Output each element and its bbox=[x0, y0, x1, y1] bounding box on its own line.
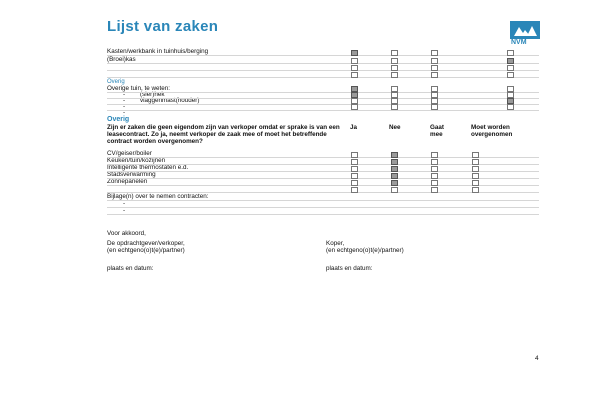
checkbox-gaat-mee[interactable] bbox=[431, 187, 438, 193]
row-divider bbox=[107, 110, 539, 111]
checkbox-overgenomen[interactable] bbox=[472, 152, 479, 158]
tuin-dash: - bbox=[123, 109, 126, 116]
checkbox-overgenomen[interactable] bbox=[472, 159, 479, 165]
sign-left-title: De opdrachtgever/verkoper, bbox=[107, 240, 185, 247]
page-number: 4 bbox=[535, 355, 539, 362]
row-label: (Broei)kas bbox=[107, 56, 136, 63]
checkbox-nee[interactable] bbox=[391, 72, 398, 78]
checkbox-ja[interactable] bbox=[351, 104, 358, 110]
bijlage-dash: - bbox=[123, 200, 126, 207]
akkoord-text: Voor akkoord, bbox=[107, 230, 146, 237]
page-title: Lijst van zaken bbox=[107, 18, 219, 35]
checkbox-gaat-mee[interactable] bbox=[431, 58, 438, 64]
checkbox-overgenomen[interactable] bbox=[507, 72, 514, 78]
checkbox-overgenomen[interactable] bbox=[472, 187, 479, 193]
tuin-dash: - bbox=[123, 103, 126, 110]
checkbox-gaat-mee[interactable] bbox=[431, 72, 438, 78]
checkbox-nee[interactable] bbox=[391, 173, 398, 179]
checkbox-overgenomen[interactable] bbox=[507, 58, 514, 64]
lease-row-label: Stadsverwarming bbox=[107, 171, 156, 178]
checkbox-overgenomen[interactable] bbox=[472, 180, 479, 186]
row-label: Kasten/werkbank in tuinhuis/berging bbox=[107, 48, 209, 55]
checkbox-nee[interactable] bbox=[391, 152, 398, 158]
place-date-right: plaats en datum: bbox=[326, 265, 373, 272]
checkbox-overgenomen[interactable] bbox=[507, 104, 514, 110]
checkbox-nee[interactable] bbox=[391, 104, 398, 110]
tuin-item-label: (sier)hek bbox=[140, 91, 165, 98]
checkbox-overgenomen[interactable] bbox=[472, 166, 479, 172]
bijlage-dash: - bbox=[123, 207, 126, 214]
sign-right-subtitle: (en echtgeno(o)t(e)/partner) bbox=[326, 247, 404, 254]
checkbox-ja[interactable] bbox=[351, 180, 358, 186]
checkbox-gaat-mee[interactable] bbox=[431, 152, 438, 158]
row-divider bbox=[107, 92, 539, 93]
tuin-dash: - bbox=[123, 91, 126, 98]
checkbox-nee[interactable] bbox=[391, 187, 398, 193]
col-header-mee: mee bbox=[430, 131, 443, 138]
checkbox-ja[interactable] bbox=[351, 65, 358, 71]
row-divider bbox=[107, 63, 539, 64]
row-divider bbox=[107, 55, 539, 56]
checkbox-gaat-mee[interactable] bbox=[431, 173, 438, 179]
sign-right-title: Koper, bbox=[326, 240, 345, 247]
checkbox-nee[interactable] bbox=[391, 58, 398, 64]
row-divider bbox=[107, 207, 539, 208]
checkbox-gaat-mee[interactable] bbox=[431, 65, 438, 71]
checkbox-overgenomen[interactable] bbox=[507, 65, 514, 71]
checkbox-ja[interactable] bbox=[351, 72, 358, 78]
tuin-header: Overige tuin, te weten: bbox=[107, 85, 171, 92]
checkbox-gaat-mee[interactable] bbox=[431, 180, 438, 186]
lease-row-label: Keuken/tuin/kozijnen bbox=[107, 157, 166, 164]
checkbox-nee[interactable] bbox=[391, 50, 398, 56]
overig-small-heading: Overig bbox=[107, 79, 125, 85]
row-divider bbox=[107, 77, 539, 78]
checkbox-gaat-mee[interactable] bbox=[431, 159, 438, 165]
checkbox-ja[interactable] bbox=[351, 152, 358, 158]
col-header-ja: Ja bbox=[350, 124, 358, 131]
lease-question: Zijn er zaken die geen eigendom zijn van verkoper omdat er sprake is van een leasecontract. Zo ja, neemt verkoper de zaak mee of moet het betreffende contract worden overgenomen? bbox=[107, 124, 340, 146]
checkbox-overgenomen[interactable] bbox=[472, 173, 479, 179]
lease-row-label: Zonnepanelen bbox=[107, 178, 148, 185]
checkbox-nee[interactable] bbox=[391, 180, 398, 186]
row-divider bbox=[107, 98, 539, 99]
checkbox-gaat-mee[interactable] bbox=[431, 166, 438, 172]
section-heading-overig: Overig bbox=[107, 116, 130, 123]
row-divider bbox=[107, 104, 539, 105]
checkbox-overgenomen[interactable] bbox=[507, 50, 514, 56]
lease-row-label: Intelligente thermostaten e.d. bbox=[107, 164, 189, 171]
tuin-dash: - bbox=[123, 97, 126, 104]
checkbox-ja[interactable] bbox=[351, 50, 358, 56]
checkbox-ja[interactable] bbox=[351, 166, 358, 172]
row-divider bbox=[107, 214, 539, 215]
place-date-left: plaats en datum: bbox=[107, 265, 154, 272]
bijlage-label: Bijlage(n) over te nemen contracten: bbox=[107, 193, 209, 200]
checkbox-ja[interactable] bbox=[351, 187, 358, 193]
sign-left-subtitle: (en echtgeno(o)t(e)/partner) bbox=[107, 247, 185, 254]
tuin-item-label: vlaggenmast(houder) bbox=[140, 97, 200, 104]
checkbox-ja[interactable] bbox=[351, 58, 358, 64]
col-header-overgenomen: overgenomen bbox=[471, 131, 513, 138]
col-header-moet: Moet worden bbox=[471, 124, 510, 131]
checkbox-ja[interactable] bbox=[351, 159, 358, 165]
col-header-gaat: Gaat bbox=[430, 124, 444, 131]
row-divider bbox=[107, 200, 539, 201]
checkbox-nee[interactable] bbox=[391, 65, 398, 71]
checkbox-ja[interactable] bbox=[351, 173, 358, 179]
checkbox-nee[interactable] bbox=[391, 159, 398, 165]
checkbox-gaat-mee[interactable] bbox=[431, 104, 438, 110]
checkbox-nee[interactable] bbox=[391, 166, 398, 172]
checkbox-gaat-mee[interactable] bbox=[431, 50, 438, 56]
col-header-nee: Nee bbox=[389, 124, 401, 131]
lease-row-label: CV/geiser/boiler bbox=[107, 150, 152, 157]
row-divider bbox=[107, 70, 539, 71]
logo-text: NVM bbox=[511, 39, 527, 46]
